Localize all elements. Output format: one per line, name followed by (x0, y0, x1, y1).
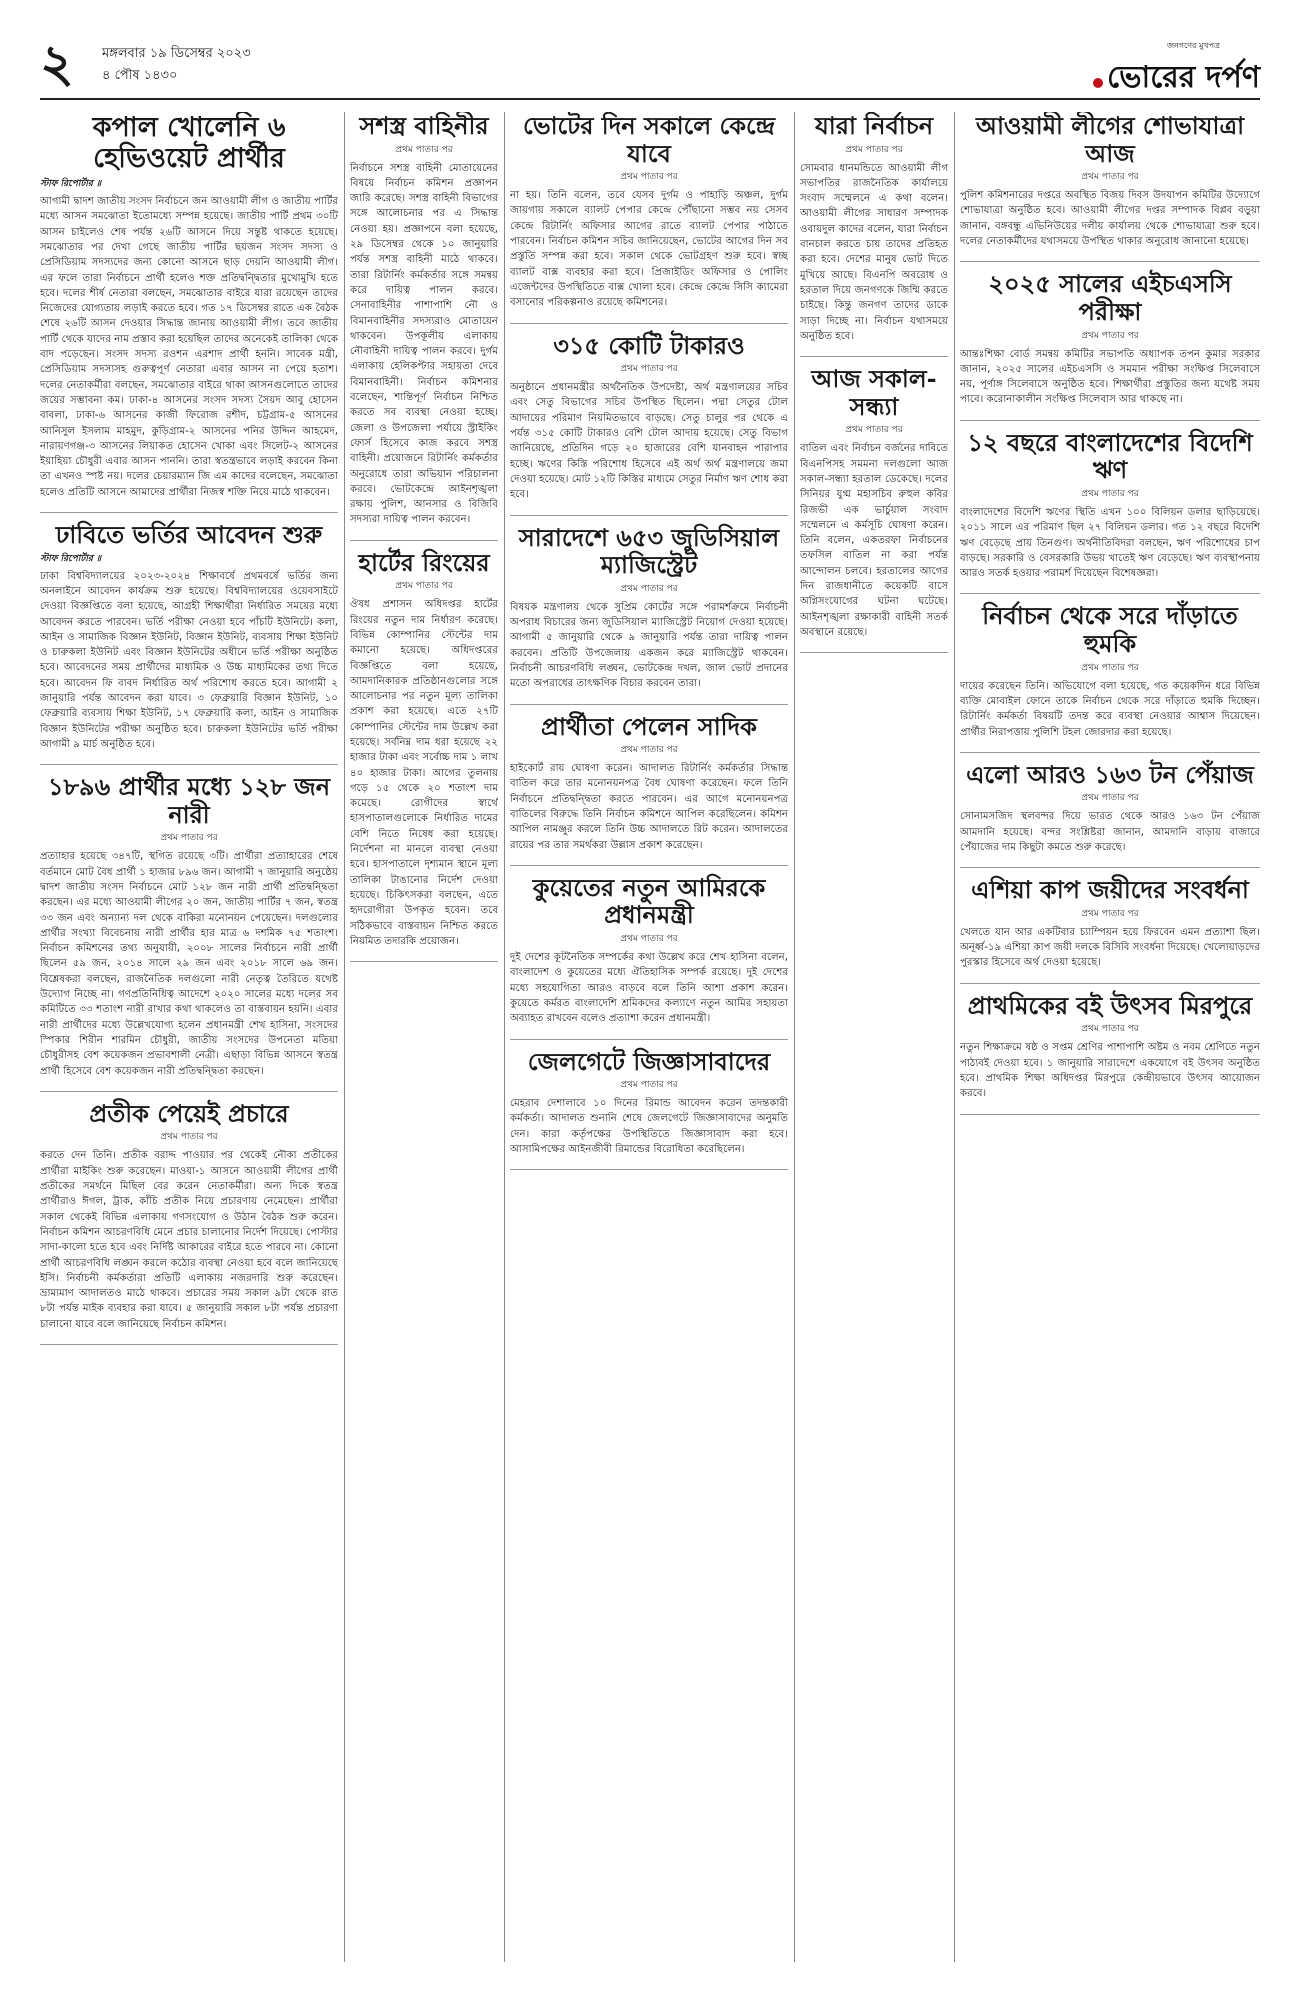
story-byline: স্টাফ রিপোর্টার ॥ (40, 553, 102, 564)
story-headline[interactable]: প্রাথমিকের বই উৎসব মিরপুরে (967, 990, 1253, 1020)
story-body: নির্বাচনে সশস্ত্র বাহিনী মোতায়েনের বিষয়ে নির্বাচন কমিশন প্রজ্ঞাপন জারি করেছে। সশস্ত্র বাহিনী বিভাগের সঙ্গে আলোচনার পর এ সিদ্ধান্ত নেওয়া হয়। প্রজ্ঞাপনে বলা হয়েছে, ২৯ ডিসেম্বর থেকে ১০ জানুয়ারি পর্যন্ত সশস্ত্র বাহিনী মাঠে থাকবে। তারা রিটার্নিং কর্মকর্তার সঙ্গে সমন্বয় করে দায়িত্ব পালন করবে। সেনাবাহিনীর পাশাপাশি নৌ ও বিমানবাহিনীর সদস্যরাও মোতায়েন থাকবেন। উপকূলীয় এলাকায় নৌবাহিনী দায়িত্ব পালন করবে। দুর্গম এলাকায় হেলিকপ্টার সহায়তা দেবে বিমানবাহিনী। নির্বাচন কমিশনার বলেছেন, শান্তিপূর্ণ নির্বাচন নিশ্চিত করতে সব ব্যবস্থা নেওয়া হচ্ছে। জেলা ও উপজেলা পর্যায়ে স্ট্রাইকিং ফোর্স হিসেবে কাজ করবে সশস্ত্র বাহিনী। প্রয়োজনে রিটার্নিং কর্মকর্তার অনুরোধে তারা অভিযান পরিচালনা করবে। ভোটকেন্দ্রে আইনশৃঙ্খলা রক্ষায় পুলিশ, আনসার ও বিজিবি সদস্যরা দায়িত্ব পালন করবেন। (350, 162, 498, 526)
story-headline[interactable]: কপাল খোলেনি ৬ হেভিওয়েট প্রার্থীর (92, 112, 286, 175)
story-byline: প্রথম পাতার পর (1081, 908, 1139, 919)
story-body: খেলতে যান আর একটিবার চ্যাম্পিয়ন হয়ে ফিরবেন এমন প্রত্যাশা ছিল। অনূর্ধ্ব-১৯ এশিয়া কাপ জয়ী দলকে বিসিবি সংবর্ধনা দিয়েছে। খেলোয়াড়দের পুরস্কার হিসেবে অর্থ দেওয়া হয়েছে। (960, 926, 1260, 969)
news-story (40, 1100, 338, 1332)
news-story (510, 713, 788, 853)
story-headline[interactable]: ঢাবিতে ভর্তির আবেদন শুরু (55, 520, 323, 550)
story-separator (510, 1039, 788, 1040)
news-story (800, 365, 948, 640)
story-separator (510, 1169, 788, 1170)
story-separator (960, 1114, 1260, 1115)
story-headline[interactable]: এশিয়া কাপ জয়ীদের সংবর্ধনা (971, 875, 1249, 905)
column-2 (350, 112, 498, 1962)
story-separator (40, 1091, 338, 1092)
news-story (40, 112, 338, 500)
story-body: অনুষ্ঠানে প্রধানমন্ত্রীর অর্থনৈতিক উপদেষ্টা, অর্থ মন্ত্রণালয়ের সচিব এবং সেতু বিভাগের সচিব উপস্থিত ছিলেন। পদ্মা সেতুর টোল আদায়ের পরিমাণ নিয়মিতভাবে বাড়ছে। সেতু চালুর পর থেকে এ পর্যন্ত ৩১৫ কোটি টাকারও বেশি টোল আদায় হয়েছে। সেতু বিভাগ জানিয়েছে, প্রতিদিন গড়ে ২০ হাজারের বেশি যানবাহন পারাপার হচ্ছে। ঋণের কিস্তি পরিশোধ হিসেবে এই অর্থ অর্থ মন্ত্রণালয়ে জমা দেওয়া হয়েছে। মোট ১২টি কিস্তির মাধ্যমে সেতুর নির্মাণ ঋণ শোধ করা হবে। (510, 382, 788, 501)
story-byline: প্রথম পাতার পর (395, 581, 453, 592)
story-body: দায়ের করেছেন তিনি। অভিযোগে বলা হয়েছে, গত কয়েকদিন ধরে বিভিন্ন ব্যক্তি মোবাইল ফোনে তাকে নির্বাচন থেকে সরে দাঁড়াতে হুমকি দিচ্ছেন। রিটার্নিং কর্মকর্তা বিষয়টি তদন্ত করে ব্যবস্থা নেওয়ার আশ্বাস দিয়েছেন। প্রার্থীর নিরাপত্তায় পুলিশি টহল জোরদার করা হয়েছে। (960, 680, 1260, 738)
story-body: সোনামসজিদ স্থলবন্দর দিয়ে ভারত থেকে আরও ১৬৩ টন পেঁয়াজ আমদানি হয়েছে। বন্দর সংশ্লিষ্টরা জানান, আমদানি বাড়ায় বাজারে পেঁয়াজের দাম কিছুটা কমতে শুরু করেছে। (960, 811, 1260, 853)
story-headline[interactable]: সশস্ত্র বাহিনীর (359, 112, 489, 140)
story-separator (800, 356, 948, 357)
story-headline[interactable]: সারাদেশে ৬৫৩ জুডিসিয়াল ম্যাজিস্ট্রেট (518, 522, 780, 580)
story-body: বিষয়ক মন্ত্রণালয় থেকে সুপ্রিম কোর্টের সঙ্গে পরামর্শক্রমে নির্বাচনী অপরাধ বিচারের জন্য জুডিসিয়াল ম্যাজিস্ট্রেট নিয়োগ দেওয়া হয়েছে। আগামী ৫ জানুয়ারি থেকে ৯ জানুয়ারি পর্যন্ত তারা দায়িত্ব পালন করবেন। প্রতিটি উপজেলায় একজন করে ম্যাজিস্ট্রেট থাকবেন। নির্বাচনী আচরণবিধি লঙ্ঘন, ভোটকেন্দ্র দখল, জাল ভোট প্রদানের মতো অপরাধের তাৎক্ষণিক বিচার করবেন তারা। (510, 601, 788, 690)
story-separator (350, 961, 498, 962)
story-headline[interactable]: কুয়েতের নতুন আমিরকে প্রধানমন্ত্রী (532, 872, 766, 930)
news-story (350, 112, 498, 528)
newspaper-logo (1093, 40, 1260, 104)
news-story (960, 761, 1260, 855)
story-byline: প্রথম পাতার পর (160, 833, 218, 844)
story-headline[interactable]: জেলগেটে জিজ্ঞাসাবাদের (527, 1046, 771, 1076)
column-4 (800, 112, 948, 1962)
story-headline[interactable]: ২০২৫ সালের এইচএসসি পরীক্ষা (988, 269, 1232, 326)
story-body: হাইকোর্ট রায় ঘোষণা করেন। আদালত রিটার্নিং কর্মকর্তার সিদ্ধান্ত বাতিল করে তার মনোনয়নপত্র বৈধ ঘোষণা করেছেন। ফলে তিনি নির্বাচনে প্রতিদ্বন্দ্বিতা করতে পারবেন। এর আগে মনোনয়নপত্র বাতিলের বিরুদ্ধে তিনি নির্বাচন কমিশনে আপিল করেছিলেন। কমিশন আপিল নামঞ্জুর করলে তিনি উচ্চ আদালতে রিট করেন। আদালতের রায়ের পর তার সমর্থকরা উল্লাস প্রকাশ করেছেন। (510, 763, 788, 851)
story-byline: প্রথম পাতার পর (1081, 330, 1139, 341)
story-headline[interactable]: যারা নির্বাচন (814, 112, 934, 140)
story-byline: প্রথম পাতার পর (1081, 662, 1139, 673)
column-3 (510, 112, 788, 1962)
news-story (960, 429, 1260, 582)
news-story (510, 332, 788, 503)
news-story (960, 270, 1260, 407)
story-headline[interactable]: ভোটের দিন সকালে কেন্দ্রে যাবে (522, 112, 776, 168)
column-divider (504, 112, 505, 1962)
story-separator (510, 515, 788, 516)
news-story (510, 112, 788, 311)
story-body: না হয়। তিনি বলেন, তবে যেসব দুর্গম ও পাহাড়ি অঞ্চল, দুর্গম জায়গায় সকালে ব্যালট পেপার কেন্দ্রে পৌঁছানো সম্ভব নয় সেসব কেন্দ্রে রিটার্নিং অফিসার আগের রাতে ব্যালট পেপার পাঠাতে পারবেন। নির্বাচন কমিশন সচিব জানিয়েছেন, ভোটের আগের দিন সব প্রস্তুতি সম্পন্ন করা হবে। সকাল থেকে ভোটগ্রহণ শুরু হবে। স্বচ্ছ ব্যালট বাক্স ব্যবহার করা হবে। প্রিজাইডিং অফিসার ও পোলিং এজেন্টদের উপস্থিতিতে বাক্স খোলা হবে। কেন্দ্রে কেন্দ্রে সিসি ক্যামেরা বসানোর পরিকল্পনাও রয়েছে কমিশনের। (510, 190, 788, 309)
story-byline: প্রথম পাতার পর (620, 934, 678, 945)
story-byline: প্রথম পাতার পর (620, 364, 678, 375)
logo-mark-icon (1093, 78, 1103, 88)
story-separator (800, 652, 948, 653)
news-story (350, 549, 498, 949)
story-body: সোমবার ধানমন্ডিতে আওয়ামী লীগ সভাপতির রাজনৈতিক কার্যালয়ে সংবাদ সম্মেলনে এ কথা বলেন। আওয়ামী লীগের সাধারণ সম্পাদক ওবায়দুল কাদের বলেন, যারা নির্বাচন বানচাল করতে চায় তাদের প্রতিহত করা হবে। দেশের মানুষ ভোট দিতে মুখিয়ে আছে। বিএনপি অবরোধ ও হরতাল দিয়ে জনগণকে জিম্মি করতে চাইছে। কিন্তু জনগণ তাদের ডাকে সাড়া দিচ্ছে না। নির্বাচন যথাসময়ে অনুষ্ঠিত হবে। (800, 162, 948, 342)
date-bengali: ৪ পৌষ ১৪৩০ (102, 68, 178, 83)
news-story (40, 521, 338, 752)
story-byline: প্রথম পাতার পর (620, 745, 678, 756)
story-headline[interactable]: নির্বাচন থেকে সরে দাঁড়াতে হুমকি (982, 601, 1238, 659)
news-story (510, 1048, 788, 1158)
story-separator (350, 540, 498, 541)
story-separator (40, 764, 338, 765)
story-body: করতে দেন তিনি। প্রতীক বরাদ্দ পাওয়ার পর থেকেই নৌকা প্রতীকের প্রার্থীরা মাইকিং শুরু করেছেন। মাওয়া-১ আসনে আওয়ামী লীগের প্রার্থী প্রতীকের সমর্থনে মিছিল বের করেন নেতাকর্মীরা। অন্য দিকে স্বতন্ত্র প্রার্থীরাও ঈগল, ট্রাক, কাঁচি প্রতীক নিয়ে প্রচারণায় নেমেছেন। প্রার্থীরা সকাল থেকেই বিভিন্ন এলাকায় গণসংযোগ ও উঠান বৈঠক শুরু করেন। নির্বাচন কমিশন আচরণবিধি মেনে প্রচার চালানোর নির্দেশ দিয়েছে। পোস্টার সাদা-কালো হতে হবে এবং নির্দিষ্ট আকারের বাইরে হতে পারবে না। কোনো প্রার্থী আচরণবিধি লঙ্ঘন করলে কঠোর ব্যবস্থা নেওয়া হবে বলে জানিয়েছে ইসি। নির্বাচনী কর্মকর্তারা প্রতিটি এলাকায় নজরদারি শুরু করেছেন। ভ্রাম্যমাণ আদালতও মাঠে থাকবে। প্রচারের সময় সকাল ৯টা থেকে রাত ৮টা পর্যন্ত মাইক ব্যবহার করা যাবে। ৫ জানুয়ারি সকাল ৮টা পর্যন্ত প্রচারণা চালানো যাবে বলে জানিয়েছে নির্বাচন কমিশন। (40, 1150, 338, 1330)
news-story (960, 992, 1260, 1102)
story-byline: স্টাফ রিপোর্টার ॥ (40, 179, 102, 190)
news-story (800, 112, 948, 344)
story-byline: প্রথম পাতার পর (1081, 172, 1139, 183)
story-byline: প্রথম পাতার পর (395, 144, 453, 155)
story-separator (960, 593, 1260, 594)
story-separator (960, 261, 1260, 262)
story-byline: প্রথম পাতার পর (1081, 793, 1139, 804)
column-1 (40, 112, 338, 1962)
date-gregorian: মঙ্গলবার ১৯ ডিসেম্বর ২০২৩ (102, 46, 251, 61)
story-separator (960, 420, 1260, 421)
story-byline: প্রথম পাতার পর (1081, 1024, 1139, 1035)
story-headline[interactable]: আজ সকাল-সন্ধ্যা (811, 364, 937, 421)
story-headline[interactable]: এলো আরও ১৬৩ টন পেঁয়াজ (966, 759, 1254, 789)
story-separator (960, 983, 1260, 984)
masthead-rule (40, 98, 1260, 100)
story-byline: প্রথম পাতার পর (845, 144, 903, 155)
story-body: ঔষধ প্রশাসন অধিদপ্তর হার্টের রিংয়ের নতুন দাম নির্ধারণ করেছে। বিভিন্ন কোম্পানির স্টেন্টের দাম কমানো হয়েছে। অধিদপ্তরের বিজ্ঞপ্তিতে বলা হয়েছে, আমদানিকারক প্রতিষ্ঠানগুলোর সঙ্গে আলোচনার পর নতুন মূল্য তালিকা প্রকাশ করা হয়েছে। এতে ২৭টি কোম্পানির স্টেন্টের দাম উল্লেখ করা হয়েছে। সর্বনিম্ন দাম ধরা হয়েছে ২২ হাজার টাকা এবং সর্বোচ্চ দাম ১ লাখ ৪০ হাজার টাকা। আগের তুলনায় গড়ে ১৫ থেকে ২০ শতাংশ দাম কমেছে। রোগীদের স্বার্থে হাসপাতালগুলোকে নির্ধারিত দামের বেশি নিতে নিষেধ করা হয়েছে। নির্দেশনা না মানলে ব্যবস্থা নেওয়া হবে। হাসপাতালে দৃশ্যমান স্থানে মূল্য তালিকা টাঙানোর নির্দেশ দেওয়া হয়েছে। চিকিৎসকরা বলছেন, এতে হৃদরোগীরা উপকৃত হবেন। তবে সঠিকভাবে বাস্তবায়ন নিশ্চিত করতে নিয়মিত তদারকি প্রয়োজন। (350, 599, 498, 947)
story-separator (510, 865, 788, 866)
story-headline[interactable]: আওয়ামী লীগের শোভাযাত্রা আজ (975, 112, 1245, 168)
story-body: ঢাকা বিশ্ববিদ্যালয়ের ২০২৩-২০২৪ শিক্ষাবর্ষে প্রথমবর্ষে ভর্তির জন্য অনলাইনে আবেদন কার্যক্রম শুরু হয়েছে। বিশ্ববিদ্যালয়ের ওয়েবসাইটে দেওয়া বিজ্ঞপ্তিতে বলা হয়েছে, আগ্রহী শিক্ষার্থীরা নির্ধারিত সময়ের মধ্যে আবেদন করতে পারবেন। ভর্তি পরীক্ষা নেওয়া হবে পাঁচটি ইউনিটে। কলা, আইন ও সামাজিক বিজ্ঞান ইউনিট, বিজ্ঞান ইউনিট, ব্যবসায় শিক্ষা ইউনিট ও চারুকলা ইউনিট এবং বিজ্ঞান ইউনিটের অধীনে ভর্তি পরীক্ষা অনুষ্ঠিত হবে। আবেদনের সময় প্রার্থীদের মাধ্যমিক ও উচ্চ মাধ্যমিকের তথ্য দিতে হবে। আবেদন ফি বাবদ নির্ধারিত অর্থ পরিশোধ করতে হবে। আগামী ২ জানুয়ারি পর্যন্ত আবেদন করা যাবে। ৩ ফেব্রুয়ারি বিজ্ঞান ইউনিট, ১০ ফেব্রুয়ারি ব্যবসায় শিক্ষা ইউনিট, ১৭ ফেব্রুয়ারি কলা, আইন ও সামাজিক বিজ্ঞান ইউনিটের পরীক্ষা অনুষ্ঠিত হবে। চারুকলা ইউনিটের ভর্তি পরীক্ষা আগামী ৯ মার্চ অনুষ্ঠিত হবে। (40, 570, 338, 750)
story-headline[interactable]: হার্টের রিংয়ের (358, 547, 490, 577)
story-body: দুই দেশের কূটনৈতিক সম্পর্কের কথা উল্লেখ করে শেখ হাসিনা বলেন, বাংলাদেশ ও কুয়েতের মধ্যে ঐতিহাসিক সম্পর্ক রয়েছে। দুই দেশের মধ্যে সহযোগিতা আরও বাড়বে বলে তিনি আশা প্রকাশ করেন। কুয়েতে কর্মরত বাংলাদেশি শ্রমিকদের কল্যাণে নতুন আমির সহায়তা অব্যাহত রাখবেন বলেও প্রত্যাশা করেন প্রধানমন্ত্রী। (510, 952, 788, 1025)
story-headline[interactable]: প্রতীক পেয়েই প্রচারে (89, 1098, 289, 1128)
news-story (960, 602, 1260, 739)
news-story (960, 876, 1260, 970)
story-separator (510, 323, 788, 324)
story-body: বাংলাদেশের বিদেশি ঋণের স্থিতি এখন ১০০ বিলিয়ন ডলার ছাড়িয়েছে। ২০১১ সালে এর পরিমাণ ছিল ২৭ বিলিয়ন ডলার। গত ১২ বছরে বিদেশি ঋণ বেড়েছে প্রায় তিনগুণ। অর্থনীতিবিদরা বলছেন, ঋণ পরিশোধের চাপ বাড়ছে। সরকারি ও বেসরকারি উভয় খাতেই ঋণ বেড়েছে। ঋণ ব্যবস্থাপনায় আরও সতর্ক হওয়ার পরামর্শ দিয়েছেন বিশেষজ্ঞরা। (960, 506, 1260, 580)
story-byline: প্রথম পাতার পর (1081, 488, 1139, 499)
column-divider (954, 112, 955, 1962)
story-body: নতুন শিক্ষাক্রমে ষষ্ঠ ও সপ্তম শ্রেণির পাশাপাশি অষ্টম ও নবম শ্রেণিতে নতুন পাঠ্যবই দেওয়া হবে। ১ জানুয়ারি সারাদেশে একযোগে বই উৎসব অনুষ্ঠিত হবে। প্রাথমিক শিক্ষা অধিদপ্তর মিরপুরে কেন্দ্রীয়ভাবে উৎসব আয়োজন করবে। (960, 1042, 1260, 1100)
column-divider (794, 112, 795, 1962)
story-headline[interactable]: ১২ বছরে বাংলাদেশের বিদেশি ঋণ (967, 427, 1253, 485)
page-number: ২ (40, 33, 74, 94)
story-headline[interactable]: ১৮৯৬ প্রার্থীর মধ্যে ১২৮ জন নারী (47, 772, 331, 829)
story-byline: প্রথম পাতার পর (620, 1080, 678, 1091)
news-story (40, 773, 338, 1079)
story-separator (510, 704, 788, 705)
story-separator (960, 752, 1260, 753)
story-byline: প্রথম পাতার পর (160, 1132, 218, 1143)
logo-tagline: জনগণের মুখপত্র (1166, 41, 1220, 50)
story-body: প্রত্যাহার হয়েছে ৩৪৭টি, স্থগিত রয়েছে ৩টি। প্রার্থীরা প্রত্যাহারের শেষে বর্তমানে মোট বৈধ প্রার্থী ১ হাজার ৮৯৬ জন। আগামী ৭ জানুয়ারি অনুষ্ঠেয় দ্বাদশ জাতীয় সংসদ নির্বাচনে মোট ১২৮ জন নারী প্রার্থী প্রতিদ্বন্দ্বিতা করছেন। এর মধ্যে আওয়ামী লীগের ২০ জন, জাতীয় পার্টির ৭ জন, স্বতন্ত্র ৩৩ জন এবং অন্যান্য দল থেকে বাকিরা মনোনয়ন পেয়েছেন। দলগুলোর প্রার্থীর সংখ্যা বিবেচনায় নারী প্রার্থীর হার মাত্র ৬ দশমিক ৭৫ শতাংশ। নির্বাচন কমিশনের তথ্য অনুযায়ী, ২০০৮ সালের নির্বাচনে নারী প্রার্থী ছিলেন ৫৯ জন, ২০১৪ সালে ২৯ জন এবং ২০১৮ সালে ৬৯ জন। বিশ্লেষকরা বলছেন, রাজনৈতিক দলগুলো নারী নেতৃত্ব তৈরিতে যথেষ্ট উদ্যোগ নিচ্ছে না। গণপ্রতিনিধিত্ব আদেশে ২০২০ সালের মধ্যে দলের সব কমিটিতে ৩৩ শতাংশ নারী রাখার কথা থাকলেও তা বাস্তবায়ন হয়নি। এবার নারী প্রার্থীদের মধ্যে উল্লেখযোগ্য হলেন প্রধানমন্ত্রী শেখ হাসিনা, সংসদের স্পিকার শিরীন শারমিন চৌধুরী, জাতীয় সংসদের উপনেতা মতিয়া চৌধুরীসহ বেশ কয়েকজন প্রভাবশালী নেত্রী। এছাড়া বিভিন্ন আসনে স্বতন্ত্র প্রার্থী হিসেবে বেশ কয়েকজন নারী প্রতিদ্বন্দ্বিতা করছেন। (40, 851, 338, 1077)
story-separator (960, 867, 1260, 868)
news-story (510, 874, 788, 1027)
column-divider (344, 112, 345, 1962)
story-body: আগামী দ্বাদশ জাতীয় সংসদ নির্বাচনে জন আওয়ামী লীগ ও জাতীয় পার্টির মধ্যে আসন সমঝোতা ইতোমধ্যে সম্পন্ন হয়েছে। জাতীয় পার্টি প্রথম ৩০টি আসন চাইলেও শেষ পর্যন্ত ২৬টি আসনে দিয়ে সন্তুষ্ট থাকতে হয়েছে। সমঝোতার পর দেখা গেছে জাতীয় পার্টির ছয়জন সংসদ সদস্য ও প্রেসিডিয়াম সদস্যদের জন্য কোনো আসনে ছাড় দেয়নি আওয়ামী লীগ। এর ফলে তারা নির্বাচনে প্রার্থী হলেও শক্ত প্রতিদ্বন্দ্বিতার মুখোমুখি হতে হবে। দলের শীর্ষ নেতারা বলছেন, সমঝোতার বাইরে যারা রয়েছেন তাদের নিজেদের যোগ্যতায় লড়াই করতে হবে। গত ১৭ ডিসেম্বর রাতে এক বৈঠক শেষে ২৬টি আসন দেওয়ার সিদ্ধান্ত জানায় আওয়ামী লীগ। তবে জাতীয় পার্টি থেকে যাদের নাম প্রস্তাব করা হয়েছিল তাদের অনেকেই তালিকা থেকে বাদ পড়েছেন। সংসদ সদস্য রওশন এরশাদ প্রার্থী হননি। সাবেক মন্ত্রী, প্রেসিডিয়াম সদস্যসহ গুরুত্বপূর্ণ নেতারা এবার আসন না পেয়ে হতাশ। দলের নেতাকর্মীরা বলছেন, সমঝোতার বাইরে থাকা আসনগুলোতে তাদের জয়ের সম্ভাবনা কম। ঢাকা-৪ আসনের সংসদ সদস্য সৈয়দ আবু হোসেন বাবলা, ঢাকা-৬ আসনের কাজী ফিরোজ রশীদ, চট্টগ্রাম-৫ আসনের আনিসুল ইসলাম মাহমুদ, কুড়িগ্রাম-২ আসনের পনির উদ্দিন আহমেদ, নারায়ণগঞ্জ-৩ আসনের লিয়াকত হোসেন খোকা এবং সিলেট-২ আসনের ইয়াহিয়া চৌধুরী এবার আসন পাননি। তারা স্বতন্ত্রভাবে লড়াই করবেন কিনা তা এখনও স্পষ্ট নয়। দলের চেয়ারম্যান জি এম কাদের বলেছেন, সমঝোতা হলেও প্রতিটি আসনে আমাদের প্রার্থীরা নিজস্ব শক্তি নিয়ে মাঠে থাকবেন। (40, 196, 338, 498)
newspaper-name: ভোরের দর্পণ (1107, 60, 1260, 95)
story-byline: প্রথম পাতার পর (620, 583, 678, 594)
story-separator (40, 1344, 338, 1345)
story-headline[interactable]: প্রার্থীতা পেলেন সাদিক (541, 711, 757, 741)
story-headline[interactable]: ৩১৫ কোটি টাকারও (553, 330, 745, 360)
column-5 (960, 112, 1260, 1962)
story-separator (40, 512, 338, 513)
story-body: মেহরাব দেশালাবে ১০ দিনের রিমান্ড আবেদন করেন তদন্তকারী কর্মকর্তা। আদালত শুনানি শেষে জেলগেটে জিজ্ঞাসাবাদের অনুমতি দেন। কারা কর্তৃপক্ষের উপস্থিতিতে জিজ্ঞাসাবাদ করা হবে। আসামিপক্ষের আইনজীবী রিমান্ডের বিরোধিতা করেছিলেন। (510, 1098, 788, 1156)
news-story (510, 524, 788, 692)
story-body: বাতিল এবং নির্বাচন বর্জনের দাবিতে বিএনপিসহ সমমনা দলগুলো আজ সকাল-সন্ধ্যা হরতাল ডেকেছে। দলের সিনিয়র যুগ্ম মহাসচিব রুহুল কবির রিজভী এক ভার্চুয়াল সংবাদ সম্মেলনে এ কর্মসূচি ঘোষণা করেন। তিনি বলেন, একতরফা নির্বাচনের তফসিল বাতিল না করা পর্যন্ত আন্দোলন চলবে। হরতালের আগের দিন রাজধানীতে কয়েকটি বাসে অগ্নিসংযোগের ঘটনা ঘটেছে। আইনশৃঙ্খলা রক্ষাকারী বাহিনী সতর্ক অবস্থানে রয়েছে। (800, 443, 948, 638)
story-byline: প্রথম পাতার পর (620, 172, 678, 183)
story-byline: প্রথম পাতার পর (845, 425, 903, 436)
story-body: পুলিশ কমিশনারের দপ্তরে অবস্থিত বিজয় দিবস উদযাপন কমিটির উদ্যোগে শোভাযাত্রা অনুষ্ঠিত হবে। আওয়ামী লীগের দপ্তর সম্পাদক বিপ্লব বড়ুয়া জানান, বঙ্গবন্ধু এভিনিউয়ের দলীয় কার্যালয় থেকে শোভাযাত্রা শুরু হবে। দলের নেতাকর্মীদের যথাসময়ে উপস্থিত থাকার অনুরোধ জানানো হয়েছে। (960, 190, 1260, 248)
news-story (960, 112, 1260, 249)
story-body: আন্তঃশিক্ষা বোর্ড সমন্বয় কমিটির সভাপতি অধ্যাপক তপন কুমার সরকার জানান, ২০২৫ সালের এইচএসসি ও সমমান পরীক্ষা সংক্ষিপ্ত সিলেবাসে নয়, পূর্ণাঙ্গ সিলেবাসে অনুষ্ঠিত হবে। শিক্ষার্থীরা প্রস্তুতির জন্য যথেষ্ট সময় পাবে। করোনাকালীন সংক্ষিপ্ত সিলেবাস আর থাকছে না। (960, 348, 1260, 406)
